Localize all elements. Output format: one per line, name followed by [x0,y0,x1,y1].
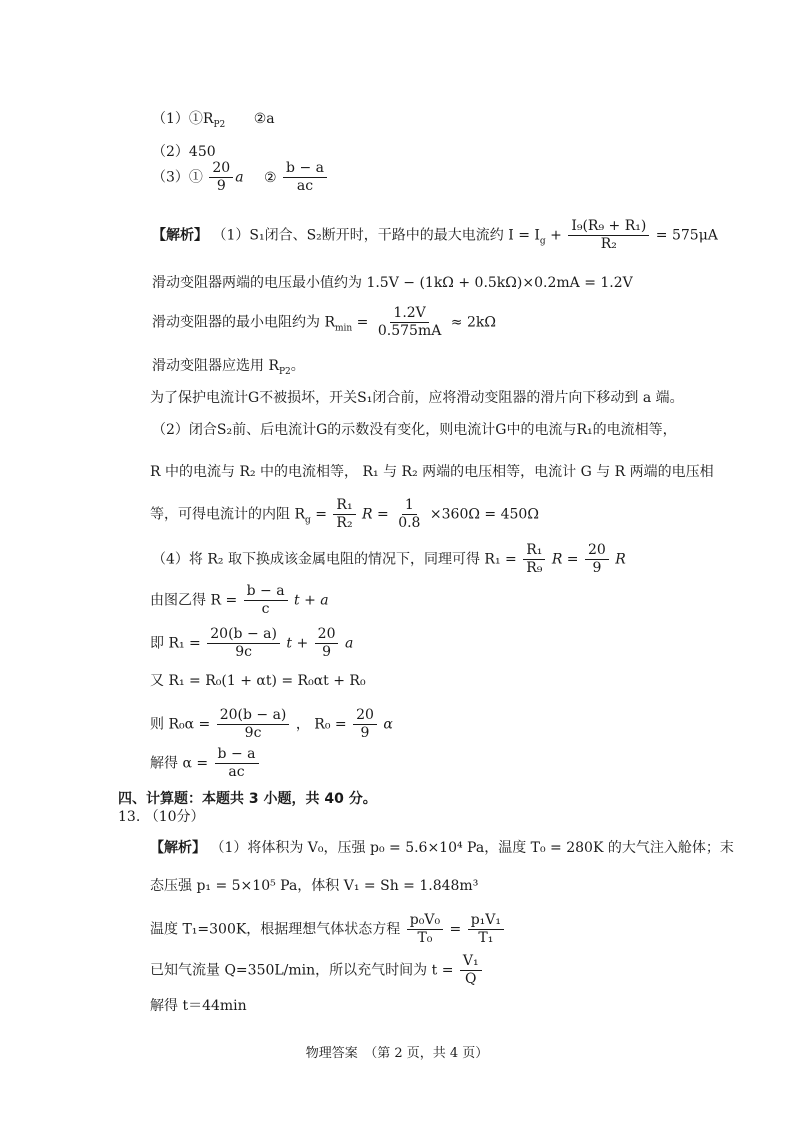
analysis-p8-frac2 [395,497,423,532]
analysis-p13-tail: α [383,716,393,733]
analysis-p3-frac [375,305,444,340]
q13-line3-frac2-num: p₁V₁ [468,912,504,930]
q13-line4-frac [460,953,482,988]
answer-3-prefix: （3）① [152,169,203,186]
page-footer: 物理答案 （第 2 页，共 4 页） [305,1046,489,1061]
q13-line1-text: （1）将体积为 V₀，压强 p₀ = 5.6×10⁴ Pa，温度 T₀ = 280K 的大气注入舱体；末 [210,840,734,856]
analysis-p13-text: 则 R₀α = [150,716,211,733]
analysis-p14-text: 解得 α = [150,755,209,772]
q13-line1 [150,838,734,858]
analysis-p9 [152,542,626,577]
analysis-p9-frac2-den: 9 [592,560,602,576]
analysis-p8 [150,497,539,532]
analysis-p9-mid: R = [551,551,579,568]
analysis-p11-frac2 [315,626,339,661]
analysis-p3-frac-num: 1.2V [390,305,428,323]
q13-line4-frac-num: V₁ [460,953,482,971]
analysis-p1 [152,218,718,253]
analysis-p10-tail: t + a [294,592,329,609]
analysis-p2: 滑动变阻器两端的电压最小值约为 1.5V − (1kΩ + 0.5kΩ)×0.2mA = 1.2V [152,275,633,291]
analysis-p4-sub: P2 [279,366,291,377]
analysis-p13-frac2-den: 9 [360,725,370,741]
analysis-p13-frac2-num: 20 [353,707,377,725]
analysis-p10-text: 由图乙得 R = [150,592,238,609]
analysis-p9-text: （4）将 R₂ 取下换成该金属电阻的情况下，同理可得 R₁ = [152,551,517,568]
analysis-p1-text: （1）S₁闭合、S₂断开时，干路中的最大电流约 I = I [212,227,540,244]
analysis-p3-result: ≈ 2kΩ [450,314,496,331]
answer-3-frac2 [283,160,327,195]
analysis-p13 [150,707,393,742]
q13-line3-frac1-num: p₀V₀ [407,912,443,930]
analysis-p8-frac1 [333,497,355,532]
analysis-tag: 【解析】 [152,227,208,244]
analysis-p7: R 中的电流与 R₂ 中的电流相等， R₁ 与 R₂ 两端的电压相等，电流计 G 与 R 两端的电压相 [150,464,714,480]
analysis-p11-frac1 [207,626,280,661]
analysis-p14 [150,746,261,781]
q13-line4-text: 已知气流量 Q=350L/min，所以充气时间为 t = [150,962,454,979]
analysis-p5: 为了保护电流计G不被损坏，开关S₁闭合前，应将滑动变阻器的滑片向下移动到 a 端。 [150,390,684,406]
q13-tag: 【解析】 [150,840,206,856]
analysis-p4-text: 滑动变阻器应选用 R [152,358,279,374]
analysis-p9-frac1-den: R₉ [526,560,543,576]
analysis-p11 [150,626,353,661]
analysis-p8-text: 等，可得电流计的内阻 R [150,506,305,523]
analysis-p10 [150,583,329,618]
analysis-p9-frac2 [585,542,609,577]
analysis-p1-plus: + [550,227,562,244]
q13-line3-frac2-den: T₁ [478,930,494,946]
answer-1 [152,108,275,130]
analysis-p1-frac-den: R₂ [600,236,617,252]
q13-line3-frac1-den: T₀ [417,930,433,946]
analysis-p11-tail: a [344,635,354,652]
analysis-p9-frac1 [523,542,545,577]
analysis-p6: （2）闭合S₂前、后电流计G的示数没有变化，则电流计G中的电流与R₁的电流相等， [152,422,677,438]
analysis-p9-frac1-num: R₁ [523,542,545,560]
analysis-p11-frac2-den: 9 [322,644,332,660]
analysis-p10-frac [244,583,288,618]
analysis-p8-eq: = [315,506,327,523]
analysis-p8-result: ×360Ω = 450Ω [429,506,539,523]
analysis-p11-frac1-num: 20(b − a) [207,626,280,644]
analysis-p8-sub: g [305,515,311,526]
answer-3-frac1-tail: a [235,169,244,186]
analysis-p10-frac-den: c [261,601,270,617]
q13-line3-text: 温度 T₁=300K，根据理想气体状态方程 [150,921,401,938]
question-13: 13. （10分） [118,809,205,825]
q13-line4-frac-den: Q [465,971,477,987]
analysis-p1-sub: g [539,236,546,247]
analysis-p8-mid: R = [362,506,389,523]
q13-line4 [150,953,484,988]
analysis-p11-frac1-den: 9c [235,644,252,660]
analysis-p3-eq: = [356,314,369,331]
analysis-p14-frac [215,746,259,781]
answer-1-text: （1）①R [152,111,214,127]
analysis-p14-frac-den: ac [228,764,245,780]
answer-3-frac1-num: 20 [209,160,233,178]
q13-line3-frac1 [407,912,443,947]
analysis-p4 [152,356,305,382]
analysis-p13-frac1-num: 20(b − a) [217,707,290,725]
analysis-p3-text: 滑动变阻器的最小电阻约为 R [152,314,335,331]
analysis-p9-tail: R [615,551,626,568]
analysis-p1-frac-num: I₉(R₉ + R₁) [568,218,649,236]
analysis-p3 [152,305,496,340]
q13-line2: 态压强 p₁ = 5×10⁵ Pa，体积 V₁ = Sh = 1.848m³ [150,878,479,894]
analysis-p8-frac2-num: 1 [402,497,417,515]
answer-3 [152,160,329,195]
analysis-p8-frac2-den: 0.8 [398,515,421,531]
answer-3-frac2-den: ac [296,178,314,194]
analysis-p1-result: = 575μA [655,227,718,244]
analysis-p11-frac2-num: 20 [315,626,339,644]
answer-3-mid: ② [264,169,277,186]
analysis-p13-mid: ， R₀ = [295,716,347,733]
analysis-p9-frac2-num: 20 [585,542,609,560]
answer-3-frac1-den: 9 [216,178,226,194]
q13-line5: 解得 t＝44min [150,998,247,1014]
answer-1b: ②a [253,111,275,127]
analysis-p8-frac1-num: R₁ [333,497,355,515]
answer-2 [152,141,216,161]
answer-3-frac1 [209,160,233,195]
q13-line3-eq: = [449,921,462,938]
analysis-p13-frac1 [217,707,290,742]
analysis-p12: 又 R₁ = R₀(1 + αt) = R₀αt + R₀ [150,673,366,689]
q13-line3-frac2 [468,912,504,947]
answer-1-sub: P2 [213,119,226,130]
analysis-p10-frac-num: b − a [244,583,288,601]
analysis-p3-frac-den: 0.575mA [377,323,442,339]
analysis-p13-frac1-den: 9c [244,725,262,741]
answer-2-text: （2）450 [152,144,216,160]
analysis-p4-end: 。 [290,358,305,374]
analysis-p11-mid: t + [286,635,309,652]
analysis-p13-frac2 [353,707,377,742]
section-heading: 四、计算题：本题共 3 小题，共 40 分。 [118,791,377,807]
answer-3-frac2-num: b − a [283,160,327,178]
analysis-p14-frac-num: b − a [215,746,259,764]
analysis-p1-frac [568,218,649,253]
analysis-p3-sub: min [335,323,353,334]
analysis-p8-frac1-den: R₂ [336,515,353,531]
q13-line3 [150,912,506,947]
analysis-p11-text: 即 R₁ = [150,635,201,652]
